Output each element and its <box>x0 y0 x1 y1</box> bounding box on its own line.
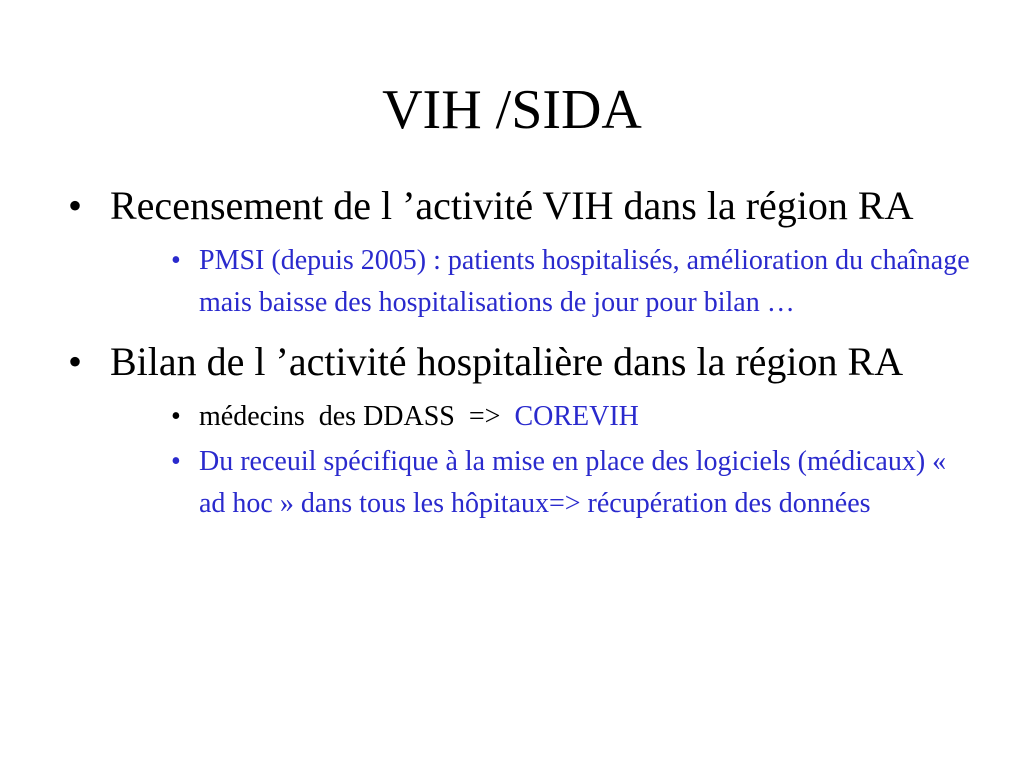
bullet-text: Recensement de l ’activité VIH dans la région RA <box>110 183 914 228</box>
sub-bullet-text-prefix: médecins des DDASS => <box>199 401 515 432</box>
sub-bullet-icon: • <box>171 446 181 477</box>
slide-title: VIH /SIDA <box>382 79 642 141</box>
sub-bullet-text: PMSI (depuis 2005) : patients hospitalisés, amélioration du chaînage mais baisse des hospitalisations de jour pour bilan … <box>199 245 970 318</box>
sub-bullet-list <box>66 396 966 525</box>
sub-bullet-item-receuil <box>66 441 979 525</box>
sub-bullet-item-medecins <box>66 396 979 438</box>
sub-bullet-icon: • <box>171 401 181 432</box>
bullet-icon: • <box>68 339 83 384</box>
sub-bullet-item-pmsi <box>66 240 979 324</box>
bullet-item-recensement <box>66 182 966 230</box>
bullet-icon: • <box>68 183 83 228</box>
sub-bullet-icon: • <box>171 245 181 276</box>
sub-bullet-list <box>66 240 970 324</box>
bullet-text: Bilan de l ’activité hospitalière dans la région RA <box>110 339 904 384</box>
slide-content <box>66 182 970 539</box>
bullet-item-bilan <box>66 338 966 386</box>
sub-bullet-text: Du receuil spécifique à la mise en place des logiciels (médicaux) « ad hoc » dans tous les hôpitaux=> récupération des données <box>199 446 947 519</box>
sub-bullet-text-highlight: COREVIH <box>514 401 639 432</box>
